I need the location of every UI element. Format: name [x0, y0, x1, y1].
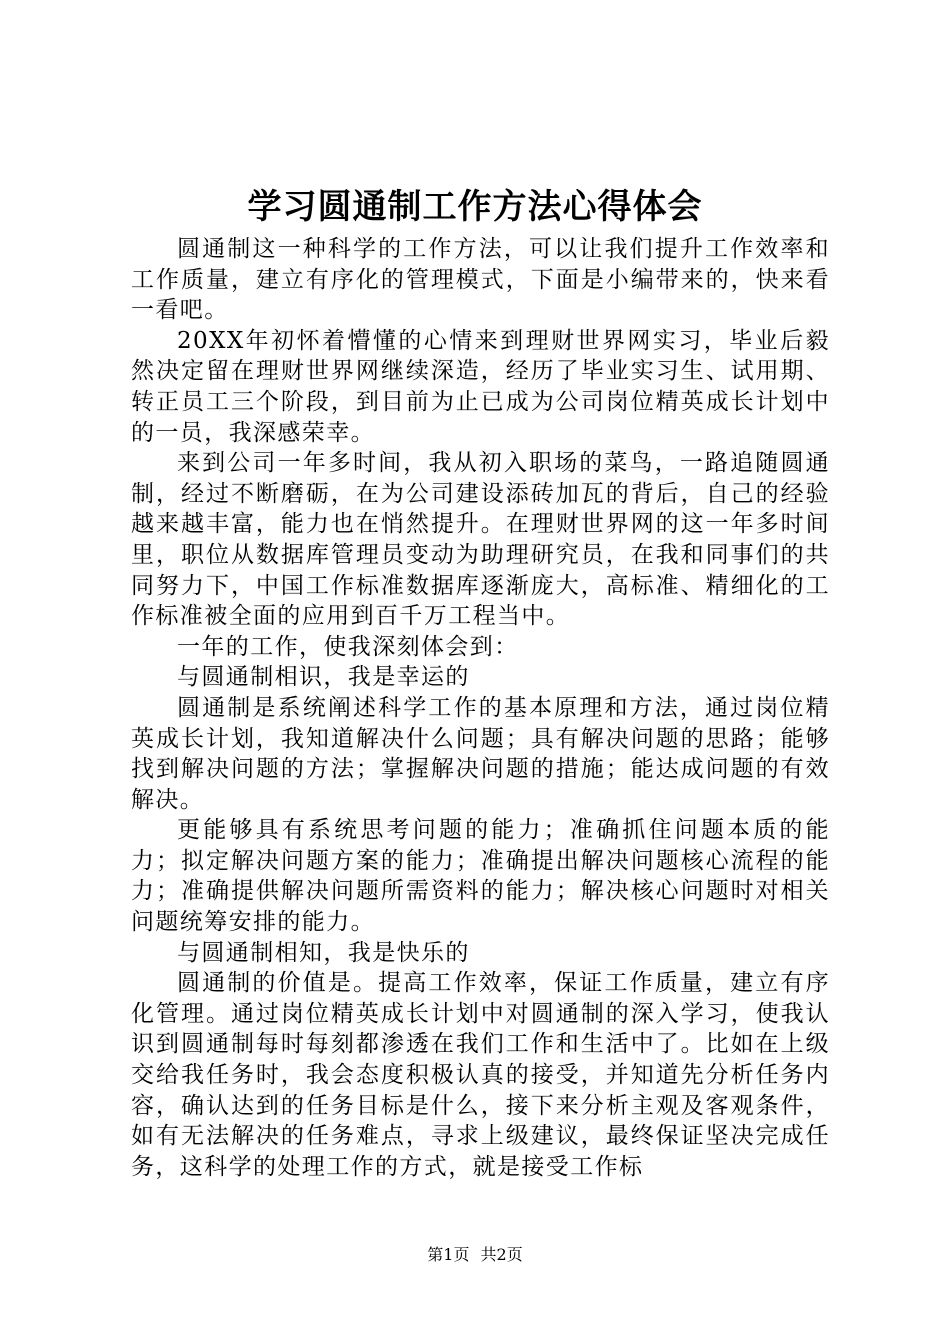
- document-body: [131, 234, 830, 1182]
- paragraph: 圆通制的价值是。提高工作效率，保证工作质量，建立有序化管理。通过岗位精英成长计划中对圆通制的深入学习，使我认识到圆通制每时每刻都渗透在我们工作和生活中了。比如在上级交给我任务时，我会态度积极认真的接受，并知道先分析任务内容，确认达到的任务目标是什么，接下来分析主观及客观条件，如有无法解决的任务难点，寻求上级建议，最终保证坚决完成任务，这科学的处理工作的方式，就是接受工作标: [131, 970, 830, 1180]
- section-heading: 与圆通制相知，我是快乐的: [177, 939, 470, 966]
- paragraph: 圆通制是系统阐述科学工作的基本原理和方法，通过岗位精英成长计划，我知道解决什么问题；具有解决问题的思路；能够找到解决问题的方法；掌握解决问题的措施；能达成问题的有效解决。: [131, 694, 830, 813]
- page-total: 共2页: [480, 1245, 523, 1264]
- page-footer: [0, 1244, 950, 1266]
- section-heading: 与圆通制相识，我是幸运的: [177, 664, 470, 691]
- page-number: 第1页: [427, 1245, 470, 1264]
- paragraph: 更能够具有系统思考问题的能力；准确抓住问题本质的能力；拟定解决问题方案的能力；准确提出解决问题核心流程的能力；准确提供解决问题所需资料的能力；解决核心问题时对相关问题统筹安排的能力。: [131, 817, 830, 936]
- paragraph: 20XX年初怀着懵懂的心情来到理财世界网实习，毕业后毅然决定留在理财世界网继续深造，经历了毕业实习生、试用期、转正员工三个阶段，到目前为止已成为公司岗位精英成长计划中的一员，我深感荣幸。: [131, 327, 830, 446]
- paragraph: 来到公司一年多时间，我从初入职场的菜鸟，一路追随圆通制，经过不断磨砺，在为公司建设添砖加瓦的背后，自己的经验越来越丰富，能力也在悄然提升。在理财世界网的这一年多时间里，职位从数据库管理员变动为助理研究员，在我和同事们的共同努力下，中国工作标准数据库逐渐庞大，高标准、精细化的工作标准被全面的应用到百千万工程当中。: [131, 450, 830, 630]
- document-title: 学习圆通制工作方法心得体会: [247, 187, 703, 227]
- paragraph: 一年的工作，使我深刻体会到：: [177, 633, 519, 660]
- paragraph: 圆通制这一种科学的工作方法，可以让我们提升工作效率和工作质量，建立有序化的管理模式，下面是小编带来的，快来看一看吧。: [131, 236, 830, 324]
